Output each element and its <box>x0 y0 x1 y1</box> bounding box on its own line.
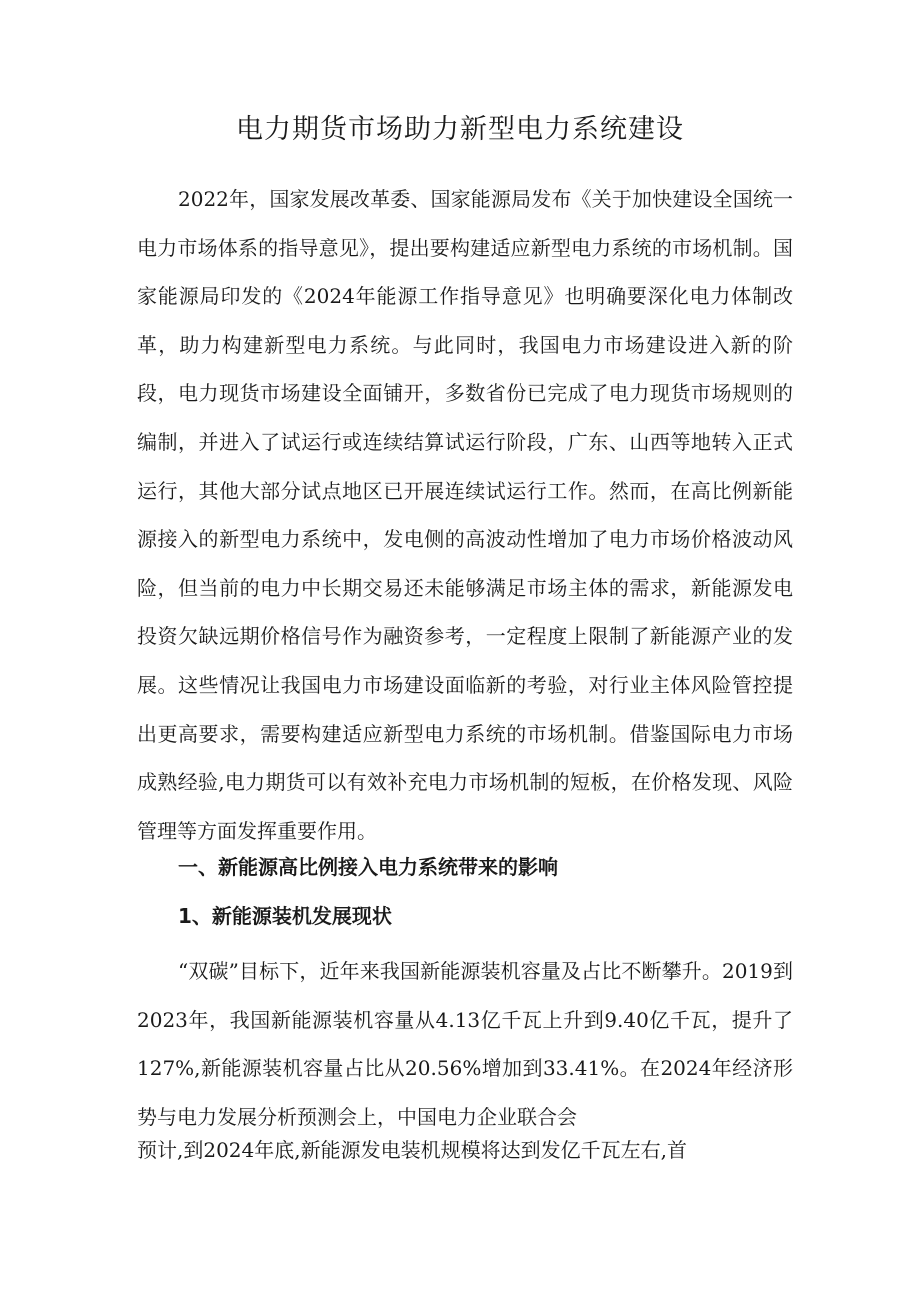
body-paragraph-2: “双碳”目标下，近年来我国新能源装机容量及占比不断攀升。2019到2023年，我国新能源装机容量从4.13亿千瓦上升到9.40亿千瓦，提升了127%,新能源装机容量占比从20.56%增加到33.41%。在2024年经济形势与电力发展分析预测会上，中国电力企业联合会 <box>137 959 793 1129</box>
subsection-heading: 1、新能源装机发展现状 <box>178 904 392 928</box>
document-title: 电力期货市场助力新型电力系统建设 <box>236 114 684 145</box>
body-paragraph-3: 预计,到2024年底,新能源发电装机规模将达到发亿千瓦左右,首 <box>137 1138 687 1162</box>
intro-paragraph: 2022年，国家发展改革委、国家能源局发布《关于加快建设全国统一电力市场体系的指导意见》，提出要构建适应新型电力系统的市场机制。国家能源局印发的《2024年能源工作指导意见》也明确要深化电力体制改革，助力构建新型电力系统。与此同时，我国电力市场建设进入新的阶段，电力现货市场建设全面铺开，多数省份已完成了电力现货市场规则的编制，并进入了试运行或连续结算试运行阶段，广东、山西等地转入正式运行，其他大部分试点地区已开展连续试运行工作。然而，在高比例新能源接入的新型电力系统中，发电侧的高波动性增加了电力市场价格波动风险，但当前的电力中长期交易还未能够满足市场主体的需求，新能源发电投资欠缺远期价格信号作为融资参考，一定程度上限制了新能源产业的发展。这些情况让我国电力市场建设面临新的考验，对行业主体风险管控提出更高要求，需要构建适应新型电力系统的市场机制。借鉴国际电力市场成熟经验,电力期货可以有效补充电力市场机制的短板，在价格发现、风险管理等方面发挥重要作用。 <box>137 187 793 843</box>
section-heading: 一、新能源高比例接入电力系统带来的影响 <box>178 855 558 879</box>
